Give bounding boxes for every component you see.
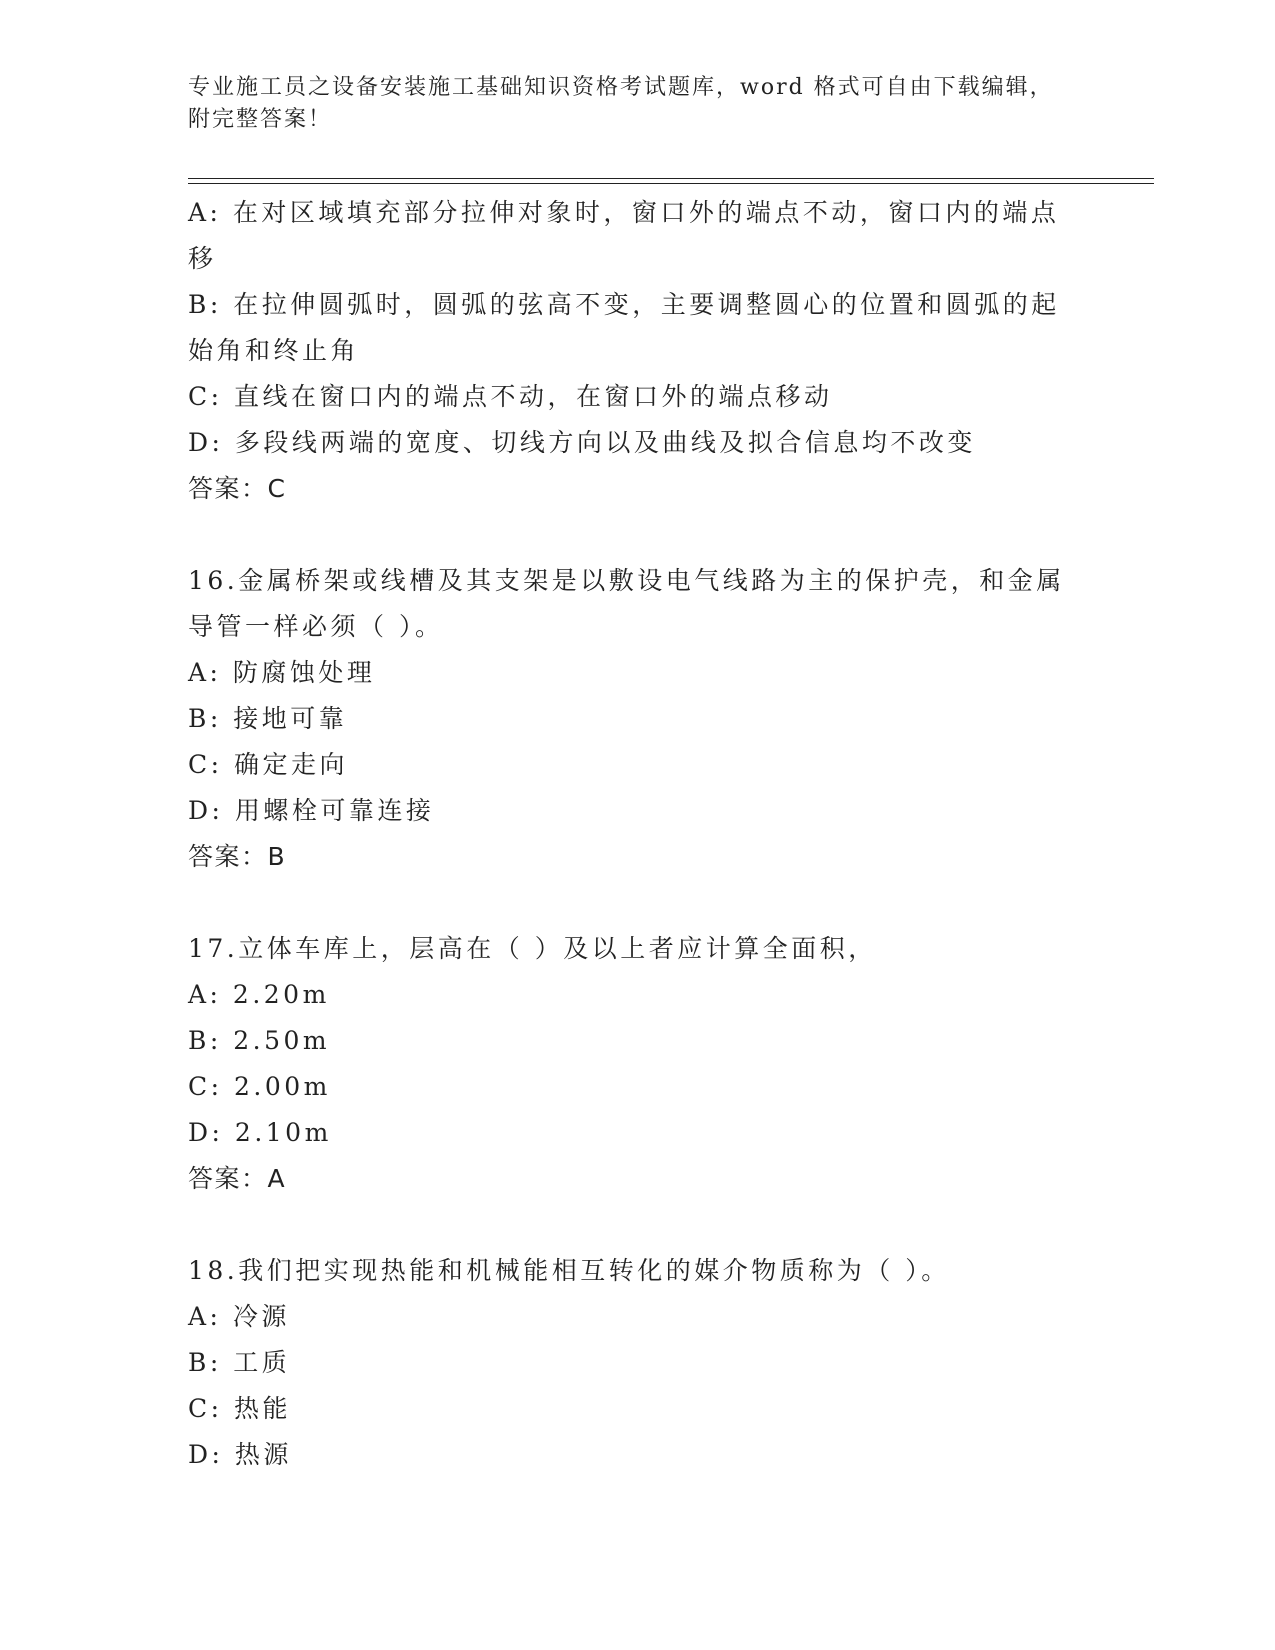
header-divider-top (188, 178, 1154, 179)
header-divider-bottom (188, 183, 1154, 184)
spacer (188, 1202, 1088, 1248)
question-18 (188, 1248, 1088, 1478)
option-b: B: 2.50m (188, 1026, 331, 1055)
spacer (188, 880, 1088, 926)
question-17 (188, 926, 1088, 1202)
spacer (188, 512, 1088, 558)
option-b: B: 工质 (188, 1348, 291, 1377)
question-15 (188, 190, 1088, 512)
option-b-line-1: B: 在拉伸圆弧时，圆弧的弦高不变，主要调整圆心的位置和圆弧的起 (188, 290, 1060, 319)
option-a: A: 防腐蚀处理 (188, 658, 376, 687)
question-stem: 18.我们把实现热能和机械能相互转化的媒介物质称为（ ）。 (188, 1256, 950, 1285)
option-a: A: 冷源 (188, 1302, 290, 1331)
option-b: B: 接地可靠 (188, 704, 348, 733)
option-d: D: 多段线两端的宽度、切线方向以及曲线及拟合信息均不改变 (188, 428, 976, 457)
question-stem-line-2: 导管一样必须（ ）。 (188, 612, 444, 641)
option-a: A: 2.20m (188, 980, 330, 1009)
document-header (188, 72, 1088, 136)
header-line-2: 附完整答案！ (188, 107, 333, 132)
question-stem-line-1: 16.金属桥架或线槽及其支架是以敷设电气线路为主的保护壳，和金属 (188, 566, 1065, 595)
question-list (188, 190, 1088, 1478)
question-16 (188, 558, 1088, 880)
option-d: D: 热源 (188, 1440, 292, 1469)
option-a-line-1: A: 在对区域填充部分拉伸对象时，窗口外的端点不动，窗口内的端点 (188, 198, 1060, 227)
question-stem: 17.立体车库上，层高在（ ）及以上者应计算全面积， (188, 934, 877, 963)
answer: 答案：C (188, 474, 287, 503)
option-c: C: 直线在窗口内的端点不动，在窗口外的端点移动 (188, 382, 833, 411)
option-d: D: 用螺栓可靠连接 (188, 796, 435, 825)
option-d: D: 2.10m (188, 1118, 332, 1147)
option-b-line-2: 始角和终止角 (188, 336, 360, 365)
option-c: C: 2.00m (188, 1072, 331, 1101)
answer: 答案：B (188, 842, 287, 871)
option-a-line-2: 移 (188, 244, 217, 273)
header-line-1: 专业施工员之设备安装施工基础知识资格考试题库，word 格式可自由下载编辑， (188, 75, 1054, 100)
option-c: C: 热能 (188, 1394, 291, 1423)
answer: 答案：A (188, 1164, 287, 1193)
option-c: C: 确定走向 (188, 750, 348, 779)
